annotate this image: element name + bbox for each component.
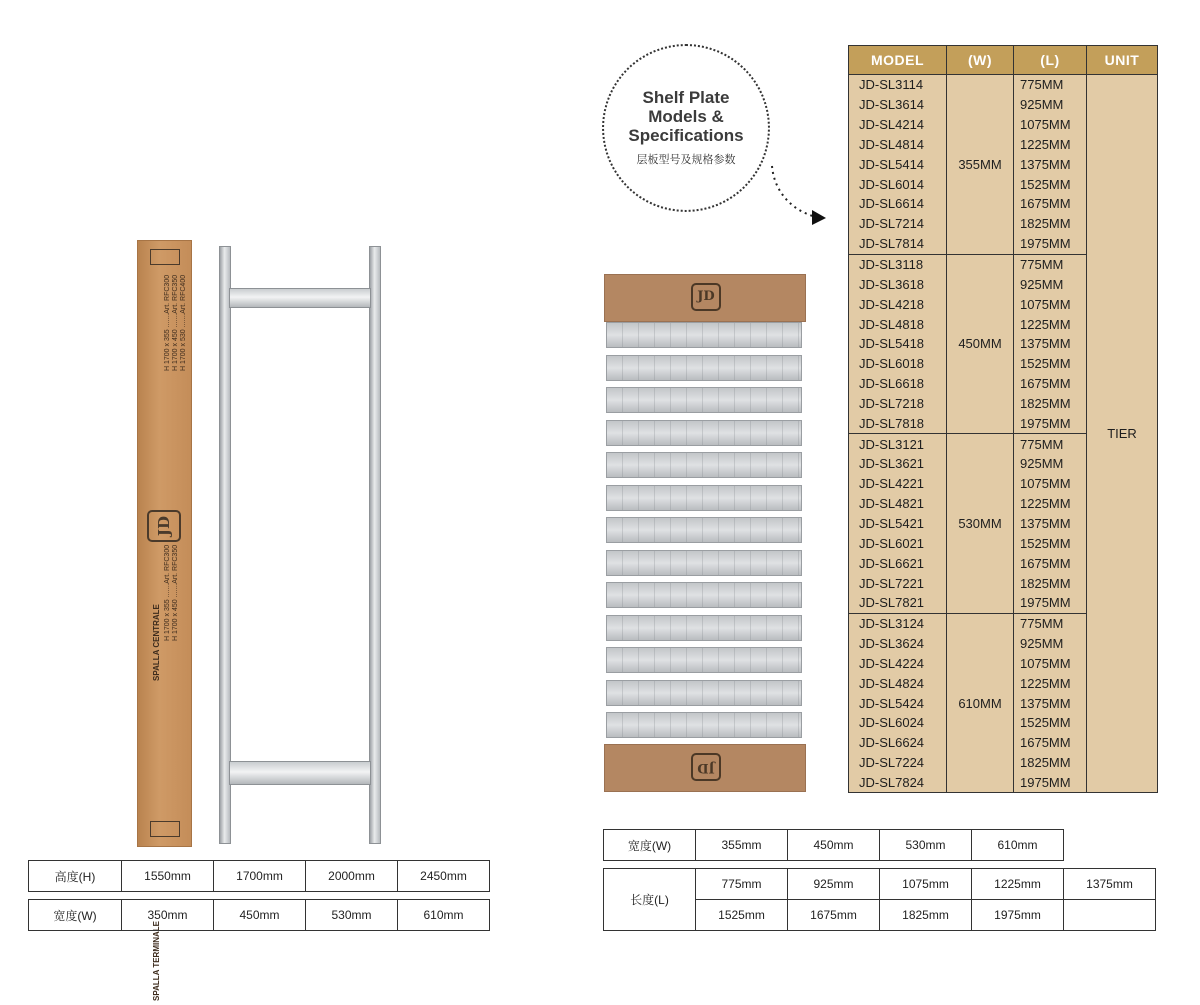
model-cell: JD-SL4221 xyxy=(849,474,947,494)
length-cell: 1675MM xyxy=(1014,374,1087,394)
height-value: 2000mm xyxy=(306,861,398,892)
plate-logo: JD xyxy=(691,283,721,311)
model-cell: JD-SL3121 xyxy=(849,434,947,454)
upright-post-right xyxy=(369,246,381,844)
width-value: 350mm xyxy=(122,900,214,931)
plate-width-label: 宽度(W) xyxy=(604,830,696,861)
width-cell: 450MM xyxy=(947,254,1014,434)
width-value: 610mm xyxy=(398,900,490,931)
model-cell: JD-SL7821 xyxy=(849,593,947,613)
length-cell: 1225MM xyxy=(1014,673,1087,693)
plate-slat xyxy=(606,420,802,446)
plate-slat xyxy=(606,485,802,511)
plate-length-value: 775mm xyxy=(696,869,788,900)
badge-title-line: Shelf Plate xyxy=(642,88,730,107)
upright-width-table xyxy=(28,899,490,931)
model-cell: JD-SL6021 xyxy=(849,533,947,553)
width-cell: 530MM xyxy=(947,434,1014,614)
plate-length-value xyxy=(1064,900,1156,931)
model-cell: JD-SL4818 xyxy=(849,314,947,334)
length-cell: 1075MM xyxy=(1014,115,1087,135)
model-cell: JD-SL5414 xyxy=(849,154,947,174)
model-cell: JD-SL5418 xyxy=(849,334,947,354)
length-cell: 1525MM xyxy=(1014,354,1087,374)
model-cell: JD-SL6621 xyxy=(849,553,947,573)
model-cell: JD-SL7224 xyxy=(849,753,947,773)
length-cell: 925MM xyxy=(1014,95,1087,115)
plate-length-value: 925mm xyxy=(788,869,880,900)
box-label-centrale: SPALLA CENTRALE xyxy=(152,604,161,681)
length-cell: 1675MM xyxy=(1014,553,1087,573)
plate-slat xyxy=(606,680,802,706)
box-spec-line: H 1700 x 530 .......Art. RFC400 xyxy=(180,274,187,371)
upright-post-left xyxy=(219,246,231,844)
width-cell: 610MM xyxy=(947,613,1014,793)
length-cell: 925MM xyxy=(1014,274,1087,294)
height-label: 高度(H) xyxy=(29,861,122,892)
length-cell: 925MM xyxy=(1014,634,1087,654)
badge-title-line: Specifications xyxy=(628,126,744,145)
plate-slat xyxy=(606,647,802,673)
model-cell: JD-SL7221 xyxy=(849,573,947,593)
length-cell: 1375MM xyxy=(1014,154,1087,174)
model-cell: JD-SL7214 xyxy=(849,214,947,234)
plate-length-value: 1525mm xyxy=(696,900,788,931)
model-cell: JD-SL3118 xyxy=(849,254,947,274)
length-cell: 1225MM xyxy=(1014,135,1087,155)
plate-slat xyxy=(606,517,802,543)
box-logo: JD xyxy=(147,510,181,542)
model-cell: JD-SL5421 xyxy=(849,514,947,534)
width-value: 530mm xyxy=(306,900,398,931)
model-cell: JD-SL7218 xyxy=(849,394,947,414)
plate-slat xyxy=(606,550,802,576)
spec-row xyxy=(849,75,1158,95)
length-cell: 1225MM xyxy=(1014,314,1087,334)
model-cell: JD-SL4824 xyxy=(849,673,947,693)
box-spec-line: H 1700 x 450 .......Art. RFC350 xyxy=(172,544,179,641)
model-cell: JD-SL7824 xyxy=(849,773,947,793)
length-cell: 1975MM xyxy=(1014,234,1087,254)
plate-length-value: 1675mm xyxy=(788,900,880,931)
model-cell: JD-SL3614 xyxy=(849,95,947,115)
length-cell: 1375MM xyxy=(1014,693,1087,713)
dotted-arrow-icon xyxy=(760,160,830,230)
model-cell: JD-SL6014 xyxy=(849,174,947,194)
plate-width-value: 610mm xyxy=(972,830,1064,861)
length-cell: 1675MM xyxy=(1014,733,1087,753)
box-label-terminale: SPALLA TERMINALE xyxy=(152,921,161,1001)
box-spec-line: H 1700 x 450 .......Art. RFC350 xyxy=(172,274,179,371)
spec-table xyxy=(848,45,1158,793)
badge-caption: 层板型号及规格参数 xyxy=(636,153,736,166)
upright-height-table xyxy=(28,860,490,892)
length-cell: 1525MM xyxy=(1014,713,1087,733)
length-cell: 1675MM xyxy=(1014,194,1087,214)
model-cell: JD-SL6618 xyxy=(849,374,947,394)
plate-width-table xyxy=(603,829,1064,861)
plate-end-cap-bottom xyxy=(604,744,806,792)
box-spec-line: H 1700 x 355 .......Art. RFC300 xyxy=(164,544,171,641)
length-cell: 1825MM xyxy=(1014,753,1087,773)
length-cell: 1975MM xyxy=(1014,593,1087,613)
unit-cell: TIER xyxy=(1087,75,1158,793)
length-cell: 1525MM xyxy=(1014,174,1087,194)
upright-crossbar-top xyxy=(229,288,371,308)
width-cell: 355MM xyxy=(947,75,1014,255)
model-cell: JD-SL6624 xyxy=(849,733,947,753)
plate-width-value: 355mm xyxy=(696,830,788,861)
plate-length-value: 1075mm xyxy=(880,869,972,900)
width-label: 宽度(W) xyxy=(29,900,122,931)
length-cell: 1975MM xyxy=(1014,773,1087,793)
plate-end-cap-top xyxy=(604,274,806,322)
length-cell: 1075MM xyxy=(1014,653,1087,673)
shelf-plate-image xyxy=(604,274,804,790)
model-cell: JD-SL5424 xyxy=(849,693,947,713)
height-value: 2450mm xyxy=(398,861,490,892)
plate-slat xyxy=(606,712,802,738)
plate-slat xyxy=(606,615,802,641)
length-cell: 1225MM xyxy=(1014,494,1087,514)
length-cell: 775MM xyxy=(1014,434,1087,454)
model-cell: JD-SL4821 xyxy=(849,494,947,514)
plate-length-value: 1825mm xyxy=(880,900,972,931)
badge-title-line: Models & xyxy=(648,107,724,126)
length-cell: 1525MM xyxy=(1014,533,1087,553)
model-cell: JD-SL3624 xyxy=(849,634,947,654)
plate-length-table xyxy=(603,868,1156,931)
box-spec-line: H 1700 x 355 .......Art. RFC300 xyxy=(164,274,171,371)
length-cell: 1825MM xyxy=(1014,573,1087,593)
height-value: 1550mm xyxy=(122,861,214,892)
header-model: MODEL xyxy=(849,46,947,75)
header-unit: UNIT xyxy=(1087,46,1158,75)
length-cell: 1075MM xyxy=(1014,474,1087,494)
length-cell: 1375MM xyxy=(1014,514,1087,534)
upright-crossbar-bottom xyxy=(229,761,371,785)
length-cell: 775MM xyxy=(1014,75,1087,95)
model-cell: JD-SL6018 xyxy=(849,354,947,374)
plate-length-value: 1975mm xyxy=(972,900,1064,931)
length-cell: 1375MM xyxy=(1014,334,1087,354)
length-cell: 925MM xyxy=(1014,454,1087,474)
plate-slat xyxy=(606,355,802,381)
header-length: (L) xyxy=(1014,46,1087,75)
model-cell: JD-SL4218 xyxy=(849,294,947,314)
box-handling-symbols xyxy=(150,821,180,837)
plate-length-value: 1375mm xyxy=(1064,869,1156,900)
model-cell: JD-SL3124 xyxy=(849,613,947,633)
model-cell: JD-SL7818 xyxy=(849,413,947,433)
plate-width-value: 530mm xyxy=(880,830,972,861)
plate-slat xyxy=(606,582,802,608)
model-cell: JD-SL3621 xyxy=(849,454,947,474)
plate-slat xyxy=(606,452,802,478)
height-value: 1700mm xyxy=(214,861,306,892)
model-cell: JD-SL3618 xyxy=(849,274,947,294)
length-cell: 775MM xyxy=(1014,613,1087,633)
plate-slat xyxy=(606,322,802,348)
model-cell: JD-SL7814 xyxy=(849,234,947,254)
model-cell: JD-SL4814 xyxy=(849,135,947,155)
model-cell: JD-SL6614 xyxy=(849,194,947,214)
model-cell: JD-SL4224 xyxy=(849,653,947,673)
specifications-badge xyxy=(602,44,770,212)
model-cell: JD-SL4214 xyxy=(849,115,947,135)
header-width: (W) xyxy=(947,46,1014,75)
length-cell: 1975MM xyxy=(1014,413,1087,433)
plate-slat xyxy=(606,387,802,413)
plate-length-value: 1225mm xyxy=(972,869,1064,900)
length-cell: 1825MM xyxy=(1014,394,1087,414)
length-cell: 1075MM xyxy=(1014,294,1087,314)
length-cell: 775MM xyxy=(1014,254,1087,274)
width-value: 450mm xyxy=(214,900,306,931)
box-handling-symbols xyxy=(150,249,180,265)
model-cell: JD-SL6024 xyxy=(849,713,947,733)
plate-width-value: 450mm xyxy=(788,830,880,861)
length-cell: 1825MM xyxy=(1014,214,1087,234)
plate-length-label: 长度(L) xyxy=(604,869,696,931)
model-cell: JD-SL3114 xyxy=(849,75,947,95)
plate-logo: JD xyxy=(691,753,721,781)
